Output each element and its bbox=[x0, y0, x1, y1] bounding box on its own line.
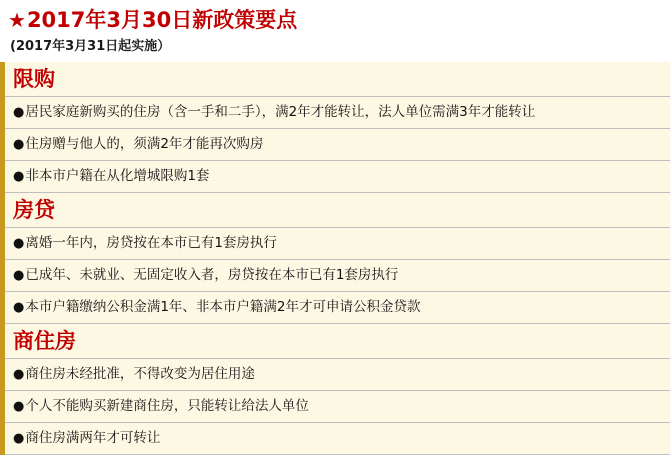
section-commercial-residential bbox=[0, 323, 670, 455]
section-mortgage bbox=[0, 192, 670, 323]
rule-text: 离婚一年内，房贷按在本市已有1套房执行 bbox=[25, 235, 277, 251]
rule-text: 已成年、未就业、无固定收入者，房贷按在本市已有1套房执行 bbox=[25, 267, 399, 283]
star-icon: ★ bbox=[8, 8, 26, 32]
bullet-icon: ● bbox=[13, 300, 25, 315]
section-title: 商住房 bbox=[13, 329, 76, 353]
rule-text: 住房赠与他人的，须满2年才能再次购房 bbox=[25, 136, 264, 152]
rule-text: 非本市户籍在从化增城限购1套 bbox=[25, 168, 210, 184]
list-item bbox=[5, 128, 670, 160]
section-header bbox=[5, 192, 670, 227]
bullet-icon: ● bbox=[13, 105, 25, 120]
section-title: 限购 bbox=[13, 67, 55, 91]
bullet-icon: ● bbox=[13, 169, 25, 184]
rule-text: 本市户籍缴纳公积金满1年、非本市户籍满2年才可申请公积金贷款 bbox=[25, 299, 421, 315]
rule-text: 商住房满两年才可转让 bbox=[25, 430, 161, 446]
page-subtitle: (2017年3月31日起实施） bbox=[10, 39, 171, 54]
section-title: 房贷 bbox=[13, 198, 55, 222]
list-item bbox=[5, 291, 670, 323]
bullet-icon: ● bbox=[13, 367, 25, 382]
list-item bbox=[5, 358, 670, 390]
section-limit-purchase bbox=[0, 62, 670, 192]
list-item bbox=[5, 227, 670, 259]
bullet-icon: ● bbox=[13, 236, 25, 251]
list-item bbox=[5, 259, 670, 291]
bullet-icon: ● bbox=[13, 431, 25, 446]
section-header bbox=[5, 323, 670, 358]
list-item bbox=[5, 390, 670, 422]
rule-text: 个人不能购买新建商住房，只能转让给法人单位 bbox=[25, 398, 309, 414]
bullet-icon: ● bbox=[13, 268, 25, 283]
list-item bbox=[5, 96, 670, 128]
bullet-icon: ● bbox=[13, 399, 25, 414]
bullet-icon: ● bbox=[13, 137, 25, 152]
page-header bbox=[0, 0, 670, 33]
section-header bbox=[5, 62, 670, 96]
list-item bbox=[5, 422, 670, 455]
rule-text: 商住房未经批准，不得改变为居住用途 bbox=[25, 366, 255, 382]
page-title: 2017年3月30日新政策要点 bbox=[26, 8, 298, 32]
rule-text: 居民家庭新购买的住房（含一手和二手），满2年才能转让，法人单位需满3年才能转让 bbox=[25, 104, 536, 120]
list-item bbox=[5, 160, 670, 192]
